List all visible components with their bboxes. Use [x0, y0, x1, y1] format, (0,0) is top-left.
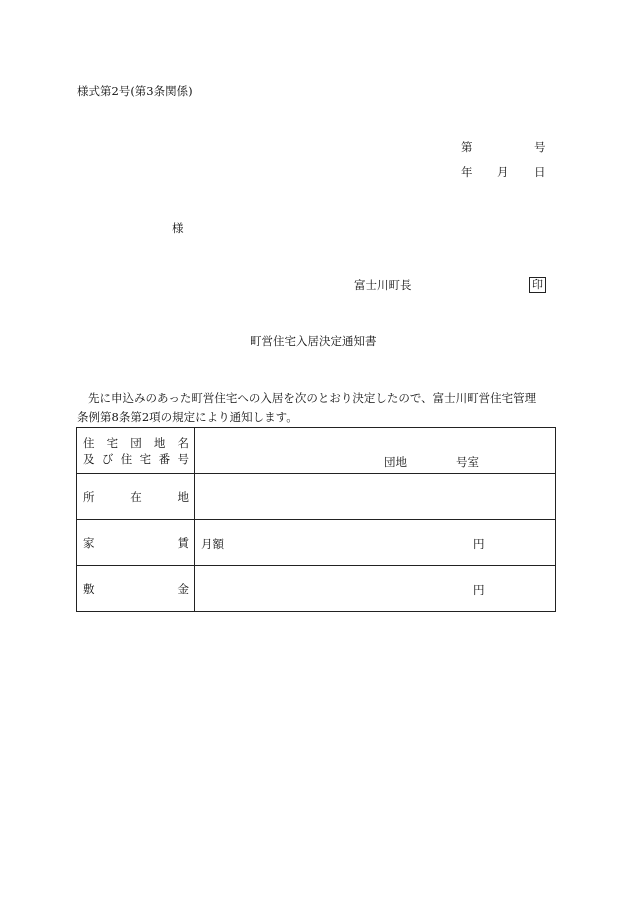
label-char: 地 — [153, 435, 166, 450]
label-char: 賃 — [177, 535, 189, 550]
location-label-cell — [77, 474, 195, 520]
label-char: 宅 — [106, 435, 119, 450]
deposit-label-cell — [77, 566, 195, 612]
table-row — [77, 474, 556, 520]
label-char: 敷 — [83, 581, 95, 596]
label-char: 地 — [177, 489, 189, 504]
seal-stamp — [529, 277, 546, 293]
date-month: 月 — [497, 165, 509, 179]
label-char: 番 — [158, 451, 171, 466]
label-char: 金 — [177, 581, 189, 596]
label-char: 名 — [177, 435, 189, 450]
housing-value-cell — [195, 428, 556, 474]
addressee-suffix: 様 — [172, 221, 184, 235]
document-title: 町営住宅入居決定通知書 — [250, 334, 377, 348]
housing-label-line-1 — [83, 435, 189, 451]
date-year: 年 — [461, 165, 473, 179]
label-char: 所 — [83, 489, 95, 504]
seal-stamp-text: 印 — [529, 277, 546, 293]
rent-label — [83, 535, 189, 551]
notice-table — [76, 427, 556, 612]
label-char: 宅 — [139, 451, 152, 466]
danchi-label: 団地 — [384, 455, 407, 469]
number-suffix: 号 — [534, 140, 546, 154]
rent-unit: 円 — [473, 537, 485, 551]
label-char: 住 — [120, 451, 133, 466]
table-row — [77, 428, 556, 474]
housing-label-cell — [77, 428, 195, 474]
rent-label-cell — [77, 520, 195, 566]
form-id: 様式第2号(第3条関係) — [77, 84, 193, 98]
issuer-name: 富士川町長 — [354, 278, 412, 292]
goushitsu-label: 号室 — [456, 455, 479, 469]
body-line-2: 条例第8条第2項の規定により通知します。 — [77, 410, 298, 424]
deposit-unit: 円 — [473, 583, 485, 597]
label-char: び — [101, 451, 114, 466]
date-day: 日 — [534, 165, 546, 179]
label-char: 住 — [83, 435, 95, 450]
deposit-label — [83, 581, 189, 597]
label-char: 在 — [130, 489, 142, 504]
body-text — [77, 389, 557, 427]
monthly-prefix: 月額 — [201, 537, 224, 551]
location-label — [83, 489, 189, 505]
location-value-cell — [195, 474, 556, 520]
housing-label-line-2 — [83, 451, 189, 467]
number-label: 第 — [461, 140, 473, 154]
label-char: 団 — [130, 435, 142, 450]
rent-value-cell — [195, 520, 556, 566]
table-row — [77, 566, 556, 612]
label-char: 及 — [83, 451, 95, 466]
body-line-1: 先に申込みのあった町営住宅への入居を次のとおり決定したので、富士川町営住宅管理 — [88, 391, 537, 405]
label-char: 家 — [83, 535, 95, 550]
table-row — [77, 520, 556, 566]
label-char: 号 — [177, 451, 189, 466]
deposit-value-cell — [195, 566, 556, 612]
